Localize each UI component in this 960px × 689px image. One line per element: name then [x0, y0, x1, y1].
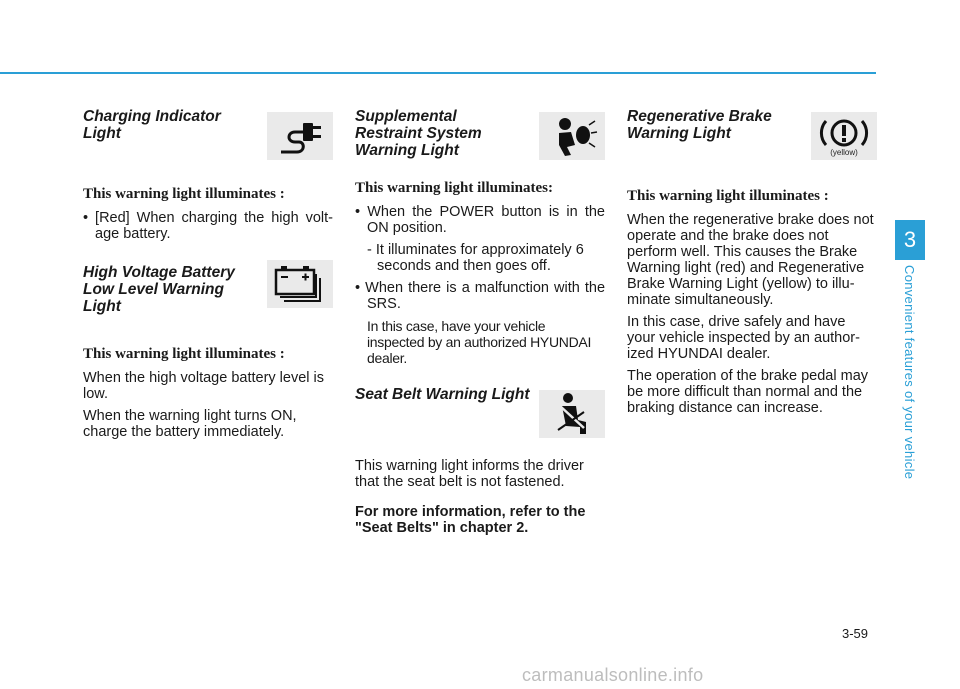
battery-icon — [272, 264, 328, 304]
seatbelt-para-1: This warning light informs the driver that the seat belt is not fastened. — [355, 458, 584, 490]
charging-list — [83, 210, 333, 242]
regen-brake-title: Regenerative Brake Warning Light — [627, 108, 772, 142]
charging-indicator-section — [83, 108, 333, 186]
srs-bullet-1: • When the POWER button is in the ON position. — [355, 204, 605, 236]
brake-warning-icon — [815, 116, 873, 150]
hv-battery-subhead: This warning light illuminates : — [83, 346, 285, 362]
srs-note: In this case, have your vehicle inspected by an authorized HYUNDAI dealer. — [367, 318, 592, 366]
hv-battery-para-2: When the warning light turns ON, charge the battery immediately. — [83, 408, 297, 440]
srs-bullet-2: • When there is a malfunction with the SRS. — [355, 280, 605, 312]
seatbelt-title: Seat Belt Warning Light — [355, 386, 530, 403]
seatbelt-section — [355, 386, 605, 458]
charging-icon-box — [267, 112, 333, 160]
regen-para-3: The operation of the brake pedal may be more difficult than normal and the braking distance can increase. — [627, 368, 869, 416]
brake-icon-caption: (yellow) — [830, 147, 858, 157]
top-rule — [0, 72, 876, 74]
srs-list-1 — [355, 204, 605, 236]
regen-para-2: In this case, drive safely and have your vehicle inspected by an author- ized HYUNDAI dealer. — [627, 314, 860, 362]
charging-indicator-title: Charging Indicator Light — [83, 108, 221, 142]
page-number: 3-59 — [842, 626, 869, 641]
srs-list-2 — [355, 280, 605, 312]
airbag-icon — [545, 115, 599, 157]
chapter-tab: 3 — [895, 220, 925, 260]
hv-battery-title: High Voltage Battery Low Level Warning Light — [83, 264, 235, 315]
regen-subhead: This warning light illuminates : — [627, 188, 829, 204]
airbag-icon-box — [539, 112, 605, 160]
hv-battery-para-1: When the high voltage battery level is low. — [83, 370, 324, 402]
seatbelt-para-2: For more information, refer to the "Seat Belts" in chapter 2. — [355, 504, 586, 536]
regen-brake-section — [627, 108, 877, 188]
hv-battery-section — [83, 264, 333, 346]
watermark: carmanualsonline.info — [522, 665, 704, 685]
srs-title: Supplemental Restraint System Warning Light — [355, 108, 482, 159]
seatbelt-icon-box — [539, 390, 605, 438]
column-1 — [83, 108, 333, 446]
column-2 — [355, 108, 605, 542]
regen-para-1: When the regenerative brake does not operate and the brake does not perform well. This causes the Brake Warning light (red) and Regenerative Brake Warning Light (yellow) to illu- minate simultaneously. — [627, 212, 874, 308]
charging-subhead: This warning light illuminates : — [83, 186, 285, 202]
brake-icon-box — [811, 112, 877, 160]
srs-dash-item: - It illuminates for approximately 6 seconds and then goes off. — [367, 242, 584, 274]
column-3 — [627, 108, 877, 422]
battery-icon-box — [267, 260, 333, 308]
chapter-title-text: Convenient features of your vehicle — [902, 265, 917, 480]
chapter-title-vertical — [902, 265, 918, 495]
seatbelt-icon — [552, 392, 592, 436]
charging-bullet: • [Red] When charging the high volt- age battery. — [83, 210, 333, 242]
srs-section — [355, 108, 605, 180]
charging-plug-icon — [273, 117, 327, 155]
srs-subhead: This warning light illuminates: — [355, 180, 553, 196]
